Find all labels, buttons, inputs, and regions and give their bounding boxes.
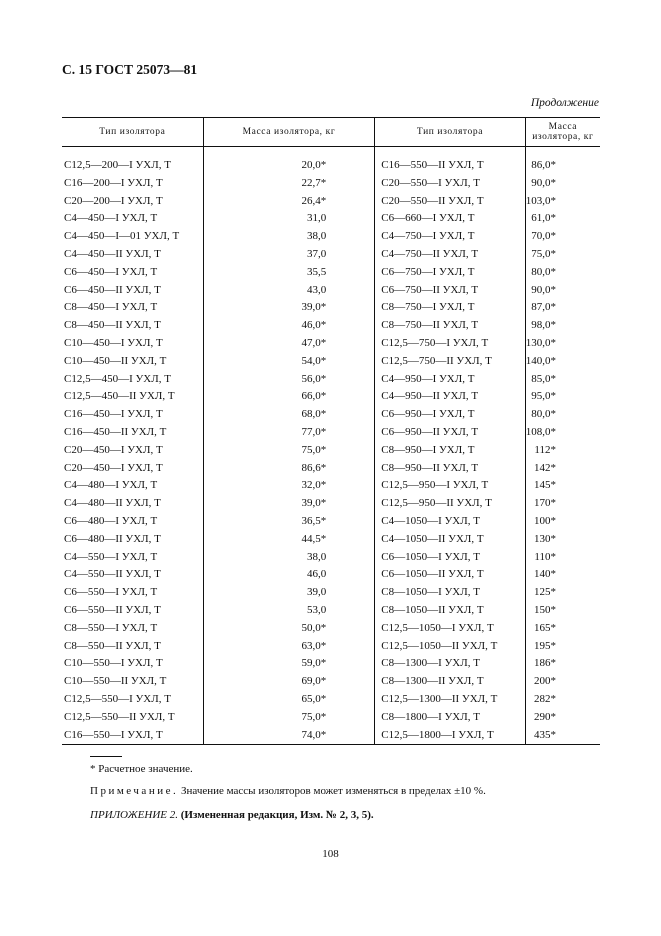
cell-mass-right: 95,0*: [525, 388, 600, 406]
appendix-text: (Измененная редакция, Изм. № 2, 3, 5).: [177, 809, 374, 821]
cell-type-right: С12,5—750—II УХЛ, Т: [375, 353, 526, 371]
cell-type-left: С8—450—II УХЛ, Т: [64, 319, 161, 332]
cell-type-left: С20—450—I УХЛ, Т: [64, 443, 163, 456]
cell-mass-left: 38,0: [203, 228, 375, 246]
appendix-label: ПРИЛОЖЕНИЕ 2.: [90, 809, 178, 821]
cell-mass-left: 35,5: [203, 264, 375, 282]
cell-mass-left: 63,0*: [203, 638, 375, 656]
table-body: [62, 147, 600, 745]
cell-type-left: С12,5—550—I УХЛ, Т: [64, 692, 171, 705]
cell-type-right: С8—750—I УХЛ, Т: [375, 299, 526, 317]
continuation-label: Продолжение: [530, 97, 599, 109]
cell-mass-right: 110*: [525, 549, 600, 567]
cell-type-right: С6—750—I УХЛ, Т: [375, 264, 526, 282]
table-row: [62, 691, 600, 709]
table-row: [62, 638, 600, 656]
cell-type-left: С6—450—II УХЛ, Т: [64, 283, 161, 296]
cell-mass-left: 39,0*: [203, 495, 375, 513]
col-header-type-1: Тип изолятора: [62, 118, 203, 147]
table-row: [62, 264, 600, 282]
table-row: [62, 673, 600, 691]
table-row: [62, 727, 600, 745]
cell-type-left: С12,5—450—I УХЛ, Т: [64, 372, 171, 385]
cell-type-right: С8—950—II УХЛ, Т: [375, 460, 526, 478]
cell-type-left: С6—450—I УХЛ, Т: [64, 265, 158, 278]
cell-mass-right: 100*: [525, 513, 600, 531]
col-header-mass-2: Масса изолятора, кг: [525, 118, 600, 147]
page-number: 108: [322, 848, 339, 860]
cell-type-right: С8—1800—I УХЛ, Т: [375, 709, 526, 727]
cell-mass-left: 36,5*: [203, 513, 375, 531]
cell-mass-right: 195*: [525, 638, 600, 656]
cell-type-left: С12,5—450—II УХЛ, Т: [64, 390, 175, 403]
table-row: [62, 531, 600, 549]
cell-type-right: С12,5—1050—II УХЛ, Т: [375, 638, 526, 656]
table-row: [62, 406, 600, 424]
cell-type-right: С4—750—I УХЛ, Т: [375, 228, 526, 246]
page-header: С. 15 ГОСТ 25073—81: [62, 62, 198, 77]
cell-type-left: С16—450—II УХЛ, Т: [64, 425, 167, 438]
cell-type-left: С8—550—I УХЛ, Т: [64, 621, 158, 634]
cell-mass-right: 103,0*: [525, 193, 600, 211]
table-row: [62, 584, 600, 602]
cell-mass-left: 26,4*: [203, 193, 375, 211]
cell-type-left: С4—480—I УХЛ, Т: [64, 479, 158, 492]
table-row: [62, 282, 600, 300]
footnote: * Расчетное значение.: [90, 763, 193, 775]
cell-type-right: С6—1050—I УХЛ, Т: [375, 549, 526, 567]
table-row: [62, 157, 600, 175]
cell-mass-left: 59,0*: [203, 655, 375, 673]
cell-mass-left: 56,0*: [203, 371, 375, 389]
cell-mass-left: 43,0: [203, 282, 375, 300]
cell-type-left: С10—450—II УХЛ, Т: [64, 354, 167, 367]
insulator-mass-table: [62, 117, 600, 745]
cell-type-left: С6—480—II УХЛ, Т: [64, 532, 161, 545]
note-text: Значение массы изоляторов может изменяться в пределах ±10 %.: [178, 785, 486, 797]
table-row: [62, 317, 600, 335]
table-row: [62, 495, 600, 513]
cell-mass-left: 46,0: [203, 566, 375, 584]
note-label: Примечание.: [90, 785, 179, 797]
cell-mass-right: 108,0*: [525, 424, 600, 442]
cell-mass-left: 77,0*: [203, 424, 375, 442]
cell-mass-left: 47,0*: [203, 335, 375, 353]
cell-mass-right: 200*: [525, 673, 600, 691]
cell-type-left: С4—550—I УХЛ, Т: [64, 550, 158, 563]
cell-mass-left: 75,0*: [203, 709, 375, 727]
cell-mass-left: 39,0*: [203, 299, 375, 317]
cell-type-right: С6—1050—II УХЛ, Т: [375, 566, 526, 584]
cell-mass-left: 74,0*: [203, 727, 375, 745]
cell-mass-left: 44,5*: [203, 531, 375, 549]
cell-mass-right: 86,0*: [525, 157, 600, 175]
cell-mass-left: 68,0*: [203, 406, 375, 424]
table-row: [62, 460, 600, 478]
cell-mass-left: 39,0: [203, 584, 375, 602]
table-row: [62, 228, 600, 246]
cell-type-right: С4—1050—I УХЛ, Т: [375, 513, 526, 531]
cell-mass-left: 54,0*: [203, 353, 375, 371]
cell-mass-right: 282*: [525, 691, 600, 709]
cell-mass-left: 69,0*: [203, 673, 375, 691]
cell-type-right: С4—1050—II УХЛ, Т: [375, 531, 526, 549]
table-row: [62, 175, 600, 193]
cell-mass-right: 290*: [525, 709, 600, 727]
cell-type-left: С8—450—I УХЛ, Т: [64, 301, 158, 314]
cell-type-left: С4—450—II УХЛ, Т: [64, 247, 161, 260]
cell-type-left: С4—480—II УХЛ, Т: [64, 497, 161, 510]
table-row: [62, 549, 600, 567]
note: [90, 785, 486, 797]
cell-type-left: С16—550—I УХЛ, Т: [62, 727, 203, 745]
cell-mass-left: 65,0*: [203, 691, 375, 709]
cell-mass-right: 170*: [525, 495, 600, 513]
cell-type-right: С12,5—950—II УХЛ, Т: [375, 495, 526, 513]
cell-type-left: С6—550—II УХЛ, Т: [64, 603, 161, 616]
cell-mass-left: 20,0*: [203, 157, 375, 175]
table-spacer-row: [62, 147, 600, 158]
cell-type-left: С12,5—200—I УХЛ, Т: [64, 159, 171, 171]
cell-mass-right: 150*: [525, 602, 600, 620]
cell-type-right: С20—550—II УХЛ, Т: [375, 193, 526, 211]
cell-type-left: С4—550—II УХЛ, Т: [64, 568, 161, 581]
col-header-type-2: Тип изолятора: [375, 118, 526, 147]
cell-mass-left: 75,0*: [203, 442, 375, 460]
table-row: [62, 602, 600, 620]
cell-mass-left: 53,0: [203, 602, 375, 620]
table-row: [62, 424, 600, 442]
cell-type-right: С12,5—1050—I УХЛ, Т: [375, 620, 526, 638]
cell-mass-right: 87,0*: [525, 299, 600, 317]
cell-type-left: С16—200—I УХЛ, Т: [64, 176, 163, 189]
cell-type-right: С6—660—I УХЛ, Т: [375, 210, 526, 228]
cell-type-left: С8—550—II УХЛ, Т: [64, 639, 161, 652]
cell-type-left: С20—200—I УХЛ, Т: [64, 194, 163, 207]
cell-mass-left: 37,0: [203, 246, 375, 264]
cell-mass-right: 90,0*: [525, 175, 600, 193]
table-row: [62, 210, 600, 228]
cell-type-right: С8—950—I УХЛ, Т: [375, 442, 526, 460]
cell-mass-right: 90,0*: [525, 282, 600, 300]
cell-mass-left: 31,0: [203, 210, 375, 228]
cell-type-right: С8—1300—II УХЛ, Т: [375, 673, 526, 691]
cell-type-left: С4—450—I—01 УХЛ, Т: [64, 230, 180, 243]
cell-type-right: С4—750—II УХЛ, Т: [375, 246, 526, 264]
cell-type-left: С10—450—I УХЛ, Т: [64, 336, 163, 349]
cell-type-right: С8—1300—I УХЛ, Т: [375, 655, 526, 673]
cell-type-right: С20—550—I УХЛ, Т: [375, 175, 526, 193]
cell-mass-left: 50,0*: [203, 620, 375, 638]
cell-type-left: С10—550—I УХЛ, Т: [64, 657, 163, 670]
cell-mass-right: 70,0*: [525, 228, 600, 246]
cell-mass-right: 140,0*: [525, 353, 600, 371]
cell-type-left: С12,5—550—II УХЛ, Т: [64, 710, 175, 723]
cell-type-left: С10—550—II УХЛ, Т: [64, 675, 167, 688]
cell-mass-right: 435*: [525, 727, 600, 745]
cell-mass-right: 112*: [525, 442, 600, 460]
table-row: [62, 371, 600, 389]
cell-mass-right: 142*: [525, 460, 600, 478]
table-row: [62, 442, 600, 460]
footnote-rule: [90, 756, 122, 757]
cell-mass-left: 32,0*: [203, 477, 375, 495]
cell-type-right: С4—950—II УХЛ, Т: [375, 388, 526, 406]
cell-mass-right: 165*: [525, 620, 600, 638]
cell-type-right: С6—950—II УХЛ, Т: [375, 424, 526, 442]
table-row: [62, 620, 600, 638]
cell-type-right: С12,5—1800—I УХЛ, Т: [375, 727, 526, 745]
cell-type-left: С16—450—I УХЛ, Т: [64, 408, 163, 421]
cell-mass-left: 38,0: [203, 549, 375, 567]
cell-type-left: С6—550—I УХЛ, Т: [64, 586, 158, 599]
cell-type-right: С8—1050—II УХЛ, Т: [375, 602, 526, 620]
cell-type-right: С6—750—II УХЛ, Т: [375, 282, 526, 300]
cell-type-right: С12,5—950—I УХЛ, Т: [375, 477, 526, 495]
table-row: [62, 477, 600, 495]
table-row: [62, 566, 600, 584]
cell-type-left: С4—450—I УХЛ, Т: [64, 212, 158, 225]
cell-mass-right: 80,0*: [525, 406, 600, 424]
table-header-row: [62, 118, 600, 147]
cell-type-right: С4—950—I УХЛ, Т: [375, 371, 526, 389]
table-row: [62, 709, 600, 727]
table-row: [62, 353, 600, 371]
cell-mass-left: 22,7*: [203, 175, 375, 193]
table-row: [62, 388, 600, 406]
cell-type-right: С16—550—II УХЛ, Т: [375, 157, 526, 175]
table-row: [62, 655, 600, 673]
col-header-mass-1: Масса изолятора, кг: [203, 118, 375, 147]
table-row: [62, 299, 600, 317]
cell-type-left: С6—480—I УХЛ, Т: [64, 514, 158, 527]
table-row: [62, 513, 600, 531]
cell-mass-left: 46,0*: [203, 317, 375, 335]
cell-type-right: С8—1050—I УХЛ, Т: [375, 584, 526, 602]
cell-type-right: С6—950—I УХЛ, Т: [375, 406, 526, 424]
cell-mass-right: 130*: [525, 531, 600, 549]
cell-mass-right: 130,0*: [525, 335, 600, 353]
cell-mass-left: 66,0*: [203, 388, 375, 406]
table-row: [62, 335, 600, 353]
cell-mass-right: 140*: [525, 566, 600, 584]
cell-mass-right: 80,0*: [525, 264, 600, 282]
cell-mass-right: 61,0*: [525, 210, 600, 228]
cell-mass-right: 98,0*: [525, 317, 600, 335]
table-row: [62, 246, 600, 264]
cell-mass-right: 85,0*: [525, 371, 600, 389]
cell-type-right: С12,5—750—I УХЛ, Т: [375, 335, 526, 353]
table-row: [62, 193, 600, 211]
cell-type-right: С12,5—1300—II УХЛ, Т: [375, 691, 526, 709]
cell-mass-right: 186*: [525, 655, 600, 673]
cell-type-right: С8—750—II УХЛ, Т: [375, 317, 526, 335]
cell-mass-right: 75,0*: [525, 246, 600, 264]
cell-mass-right: 145*: [525, 477, 600, 495]
appendix-reference: [90, 809, 374, 821]
cell-mass-left: 86,6*: [203, 460, 375, 478]
cell-mass-right: 125*: [525, 584, 600, 602]
cell-type-left: С20—450—I УХЛ, Т: [64, 461, 163, 474]
